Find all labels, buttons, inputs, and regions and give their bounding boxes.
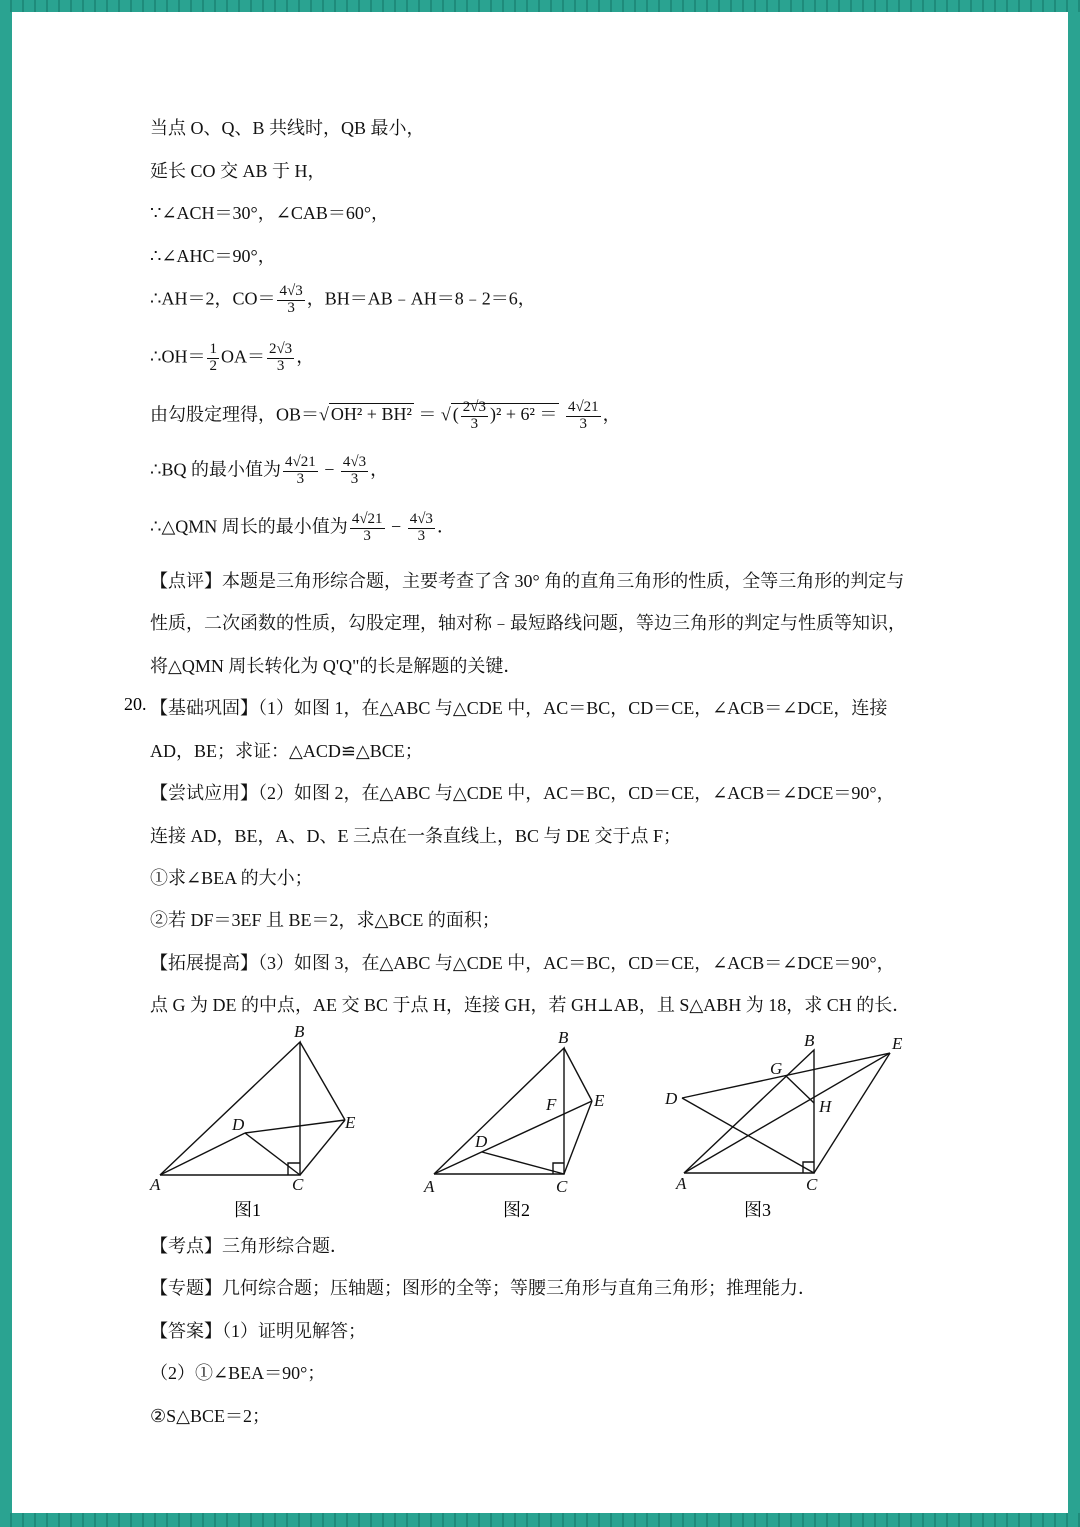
fraction xyxy=(566,400,601,433)
numerator: 2√3 xyxy=(268,341,293,357)
label-f: F xyxy=(546,1095,557,1114)
label-c: C xyxy=(806,1175,818,1194)
figure-caption: 图1 xyxy=(234,1200,261,1220)
denominator: 3 xyxy=(296,470,305,487)
denominator: 3 xyxy=(579,415,588,432)
label-h: H xyxy=(819,1097,832,1116)
text-segment: 由勾股定理得，OB＝ xyxy=(150,404,320,425)
text-segment: ，BH＝AB﹣AH＝8﹣2＝6， xyxy=(306,288,536,309)
text-line: 【尝试应用】（2）如图 2，在△ABC 与△CDE 中，AC＝BC，CD＝CE，∠ACB＝∠DCE＝90°， xyxy=(150,783,895,803)
question-number: 20. xyxy=(124,694,147,714)
numerator: 4√3 xyxy=(279,283,303,299)
segment-be xyxy=(300,1042,345,1120)
numerator: 4√3 xyxy=(409,511,433,527)
equation-line: 由勾股定理得，OB＝√ OH² + BH² ＝ √ ( $\frac{2√3}{3}$ )² + 6² ＝ $\frac{4√21}{3}$ ， xyxy=(150,399,621,432)
label-c: C xyxy=(292,1175,304,1194)
text-line: 【点评】本题是三角形综合题，主要考查了含 30° 角的直角三角形的性质，全等三角形的判定与 xyxy=(150,571,905,591)
denominator: 2 xyxy=(209,357,217,374)
segment-be xyxy=(564,1048,592,1101)
figure-caption: 图2 xyxy=(503,1200,530,1220)
text-line: 【答案】（1）证明见解答； xyxy=(150,1321,366,1341)
denominator: 3 xyxy=(417,527,426,544)
equals: ＝ xyxy=(418,404,437,425)
top-border xyxy=(0,0,1080,12)
text-line: ②S△BCE＝2； xyxy=(150,1406,270,1426)
label-e: E xyxy=(594,1091,605,1110)
label-e: E xyxy=(345,1113,356,1132)
segment-de xyxy=(682,1053,890,1098)
numerator: 4√21 xyxy=(284,454,316,470)
text-line: 将△QMN 周长转化为 Q'Q"的长是解题的关键． xyxy=(150,656,522,676)
numerator: 2√3 xyxy=(462,399,486,415)
denominator: 3 xyxy=(363,527,371,544)
segment-gh xyxy=(786,1076,814,1103)
text-line: 性质，二次函数的性质，勾股定理，轴对称﹣最短路线问题，等边三角形的判定与性质等知识， xyxy=(150,613,906,633)
fraction xyxy=(267,342,294,375)
label-g: G xyxy=(770,1059,783,1078)
numerator: 4√3 xyxy=(342,454,367,470)
label-b: B xyxy=(558,1028,569,1047)
label-a: A xyxy=(676,1174,687,1193)
text-line: 【考点】三角形综合题． xyxy=(150,1236,348,1256)
text-line: 连接 AD，BE，A、D、E 三点在一条直线上，BC 与 DE 交于点 F； xyxy=(150,826,682,846)
label-a: A xyxy=(424,1177,435,1196)
fraction xyxy=(283,455,318,488)
text-line: 【专题】几何综合题；压轴题；图形的全等；等腰三角形与直角三角形；推理能力． xyxy=(150,1278,816,1298)
label-d: D xyxy=(475,1132,488,1151)
denominator: 3 xyxy=(470,415,479,432)
text-line: ∵∠ACH＝30°，∠CAB＝60°， xyxy=(150,203,390,223)
text-segment: ∴△QMN 周长的最小值为 xyxy=(150,516,348,537)
label-a: A xyxy=(150,1175,161,1194)
segment-ad xyxy=(160,1133,245,1175)
segment-ae xyxy=(684,1053,890,1173)
fraction xyxy=(350,512,385,545)
text-line: 点 G 为 DE 的中点，AE 交 BC 于点 H，连接 GH，若 GH⊥AB，且 S△ABH 为 18，求 CH 的长． xyxy=(150,995,911,1015)
text-line: AD，BE；求证：△ACD≌△BCE； xyxy=(150,741,423,761)
text-line: ②若 DF＝3EF 且 BE＝2，求△BCE 的面积； xyxy=(150,910,500,930)
text-line: （2）①∠BEA＝90°； xyxy=(150,1363,326,1383)
figure-caption: 图3 xyxy=(744,1200,771,1220)
denominator: 3 xyxy=(276,357,285,374)
text-segment: ∴AH＝2，CO＝ xyxy=(150,288,276,309)
denominator: 3 xyxy=(287,299,295,316)
segment-de xyxy=(245,1120,345,1133)
figure-3 xyxy=(660,1028,920,1198)
label-b: B xyxy=(294,1022,305,1041)
minus-sign: − xyxy=(324,459,335,480)
numerator: 1 xyxy=(209,341,217,357)
label-d: D xyxy=(232,1115,245,1134)
triangle-abc xyxy=(434,1048,564,1174)
triangle-abc xyxy=(160,1042,300,1175)
label-b: B xyxy=(804,1031,815,1050)
equation-line xyxy=(150,284,536,317)
text-line: 【基础巩固】（1）如图 1，在△ABC 与△CDE 中，AC＝BC，CD＝CE，∠ACB＝∠DCE，连接 xyxy=(150,698,888,718)
minus-sign: − xyxy=(391,516,402,537)
text-segment: ∴BQ 的最小值为 xyxy=(150,459,281,480)
figure-1 xyxy=(140,1020,380,1195)
text-line: 当点 O、Q、B 共线时，QB 最小， xyxy=(150,118,425,138)
text-segment: ∴OH＝ xyxy=(150,346,206,367)
radicand: OH² + BH² xyxy=(330,404,412,425)
radicand: ( $\frac{2√3}{3}$ )² + 6² ＝ xyxy=(452,399,558,432)
text-segment: OA＝ xyxy=(220,346,265,367)
label-e: E xyxy=(892,1034,903,1053)
figure-2 xyxy=(420,1026,620,1196)
fraction xyxy=(461,400,488,433)
segment-dc xyxy=(482,1152,564,1174)
fraction xyxy=(408,512,435,545)
fraction xyxy=(341,455,368,488)
numerator: 4√21 xyxy=(567,399,599,415)
bottom-border xyxy=(0,1513,1080,1527)
segment-ec xyxy=(300,1120,345,1175)
numerator: 4√21 xyxy=(351,511,383,527)
text-segment: )² + 6² ＝ xyxy=(489,404,558,425)
equation-line: ∴OH＝ $\frac{1}{2}$ OA＝ $\frac{2√3}{3}$ ， xyxy=(150,341,315,374)
label-c: C xyxy=(556,1177,568,1196)
text-line: ①求∠BEA 的大小； xyxy=(150,868,313,888)
equation-line: ∴BQ 的最小值为 $\frac{4√21}{3}$ − $\frac{4√3}{3}$ ， xyxy=(150,454,389,487)
text-line: 【拓展提高】（3）如图 3，在△ABC 与△CDE 中，AC＝BC，CD＝CE，∠ACB＝∠DCE＝90°， xyxy=(150,953,895,973)
denominator: 3 xyxy=(350,470,359,487)
fraction xyxy=(207,342,219,375)
fraction xyxy=(277,284,304,317)
text-line: 延长 CO 交 AB 于 H， xyxy=(150,161,326,181)
segment-dc xyxy=(245,1133,300,1175)
label-d: D xyxy=(665,1089,678,1108)
equation-line: ∴△QMN 周长的最小值为 $\frac{4√21}{3}$ − $\frac{4√3}{3}$ ． xyxy=(150,511,455,544)
text-line: ∴∠AHC＝90°， xyxy=(150,246,276,266)
triangle-abc xyxy=(684,1050,814,1173)
